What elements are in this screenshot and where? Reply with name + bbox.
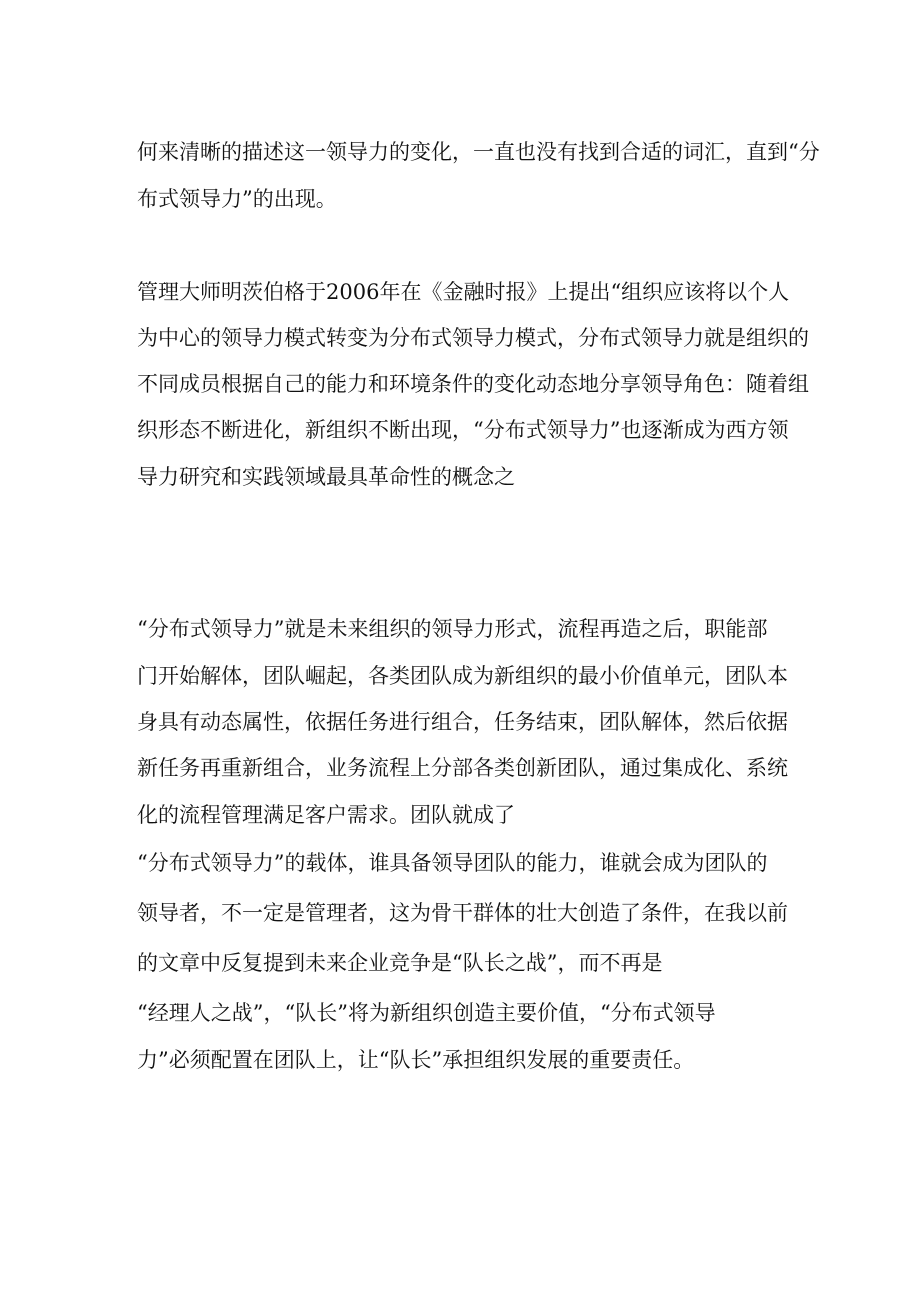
- paragraph-2-line-3: 不同成员根据自己的能力和环境条件的变化动态地分享领导角色：随着组: [137, 372, 809, 396]
- paragraph-3-line-6: “分布式领导力”的载体，谁具备领导团队的能力，谁就会成为团队的: [137, 851, 768, 875]
- paragraph-3-line-10: 力”必须配置在团队上，让“队长”承担组织发展的重要责任。: [137, 1048, 695, 1072]
- paragraph-2-line-4: 织形态不断进化，新组织不断出现，“分布式领导力”也逐渐成为西方领: [137, 418, 789, 442]
- paragraph-2-line-5: 导力研究和实践领域最具革命性的概念之: [137, 465, 515, 489]
- paragraph-3-line-2: 门开始解体，团队崛起，各类团队成为新组织的最小价值单元，团队本: [137, 664, 788, 688]
- paragraph-3-line-9: “经理人之战”，“队长”将为新组织创造主要价值，“分布式领导: [137, 1001, 716, 1025]
- paragraph-1-line-2: 布式领导力”的出现。: [137, 187, 337, 211]
- paragraph-3-line-5: 化的流程管理满足客户需求。团队就成了: [137, 803, 515, 827]
- paragraph-2-line-2: 为中心的领导力模式转变为分布式领导力模式，分布式领导力就是组织的: [137, 326, 809, 350]
- paragraph-3-line-1: “分布式领导力”就是未来组织的领导力形式，流程再造之后，职能部: [137, 617, 768, 641]
- paragraph-3-line-3: 身具有动态属性，依据任务进行组合，任务结束，团队解体，然后依据: [137, 710, 788, 734]
- paragraph-3-line-7: 领导者，不一定是管理者，这为骨干群体的壮大创造了条件，在我以前: [137, 901, 788, 925]
- paragraph-3-line-8: 的文章中反复提到未来企业竞争是“队长之战”，而不再是: [137, 951, 663, 975]
- paragraph-3-line-4: 新任务再重新组合，业务流程上分部各类创新团队，通过集成化、系统: [137, 756, 788, 780]
- paragraph-1-line-1: 何来清晰的描述这一领导力的变化，一直也没有找到合适的词汇，直到“分: [137, 140, 820, 164]
- paragraph-2-line-1: 管理大师明茨伯格于2006年在《金融时报》上提出“组织应该将以个人: [137, 280, 790, 304]
